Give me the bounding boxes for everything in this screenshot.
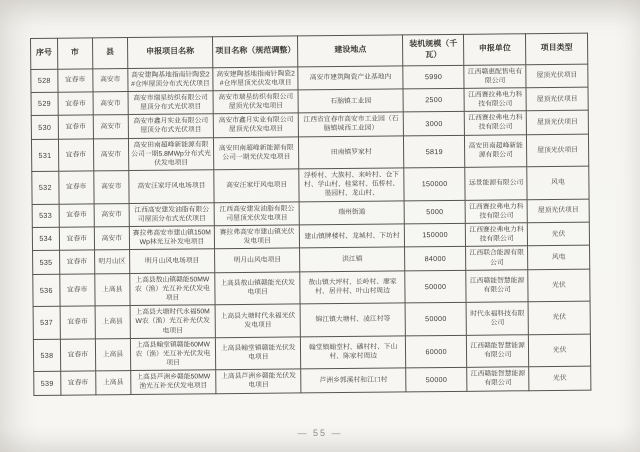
- table-cell: 上高县: [95, 338, 130, 371]
- table-cell: 瑞州街道: [299, 201, 404, 225]
- table-cell: 高安市: [93, 115, 128, 139]
- table-cell: 宜春市: [59, 250, 94, 274]
- table-cell: 明月山风电项目: [215, 248, 300, 272]
- table-row: [31, 134, 588, 172]
- table-cell: 150000: [404, 223, 465, 247]
- table-cell: 芦洲乡郭溪村和江口村: [301, 368, 406, 392]
- table-cell: 浮桥村、大族村、来岭村、仓下村、学山村、桂棠村、伍桥村、墨园村、龙山村、: [299, 168, 404, 202]
- table-cell: 532: [32, 171, 59, 204]
- table-cell: 528: [31, 69, 58, 93]
- table-row: [32, 166, 589, 204]
- table-cell: 宜春市: [60, 274, 95, 307]
- table-row: [33, 269, 590, 307]
- table-cell: 上高县大塘时代永福50MW农（渔）光互补光伏发电项目: [130, 305, 216, 338]
- table-cell: 江西赛拉弗电力科技有限公司: [466, 223, 528, 247]
- table-cell: 宜春市: [59, 227, 94, 251]
- table-cell: 洪江镇: [300, 247, 405, 271]
- table-cell: 上高县芦洲乡赣能50MW渔光互补光伏发电项目: [131, 370, 216, 394]
- table-cell: 高安田南超峰新能源有限公司一期光伏发电项目: [214, 137, 300, 170]
- table-cell: 60000: [405, 335, 467, 368]
- table-cell: 上高县: [95, 273, 130, 306]
- table-cell: 539: [34, 371, 61, 395]
- table-cell: 536: [33, 274, 60, 307]
- table-cell: 50000: [406, 368, 467, 392]
- table-cell: 江西省宜春市高安市工业园（石脑镇城西工业园）: [299, 112, 404, 136]
- table-cell: 光伏: [528, 301, 590, 334]
- table-cell: 明月山风电场项目: [129, 249, 214, 273]
- table-cell: 田南镇罗家村: [299, 136, 404, 170]
- table-cell: 时代永福科技有限公司: [466, 302, 528, 335]
- table-cell: 上高县敖山镇赣能光伏发电项目: [215, 272, 301, 305]
- table-cell: 上高县翰堂镇赣能光伏发电项目: [215, 337, 301, 370]
- table-cell: 风电: [527, 166, 589, 199]
- table-cell: 屋顶光伏项目: [526, 110, 588, 134]
- table-cell: 江西赛拉弗电力科技有限公司: [464, 88, 526, 112]
- table-cell: 江西联合能源有限公司: [466, 246, 528, 270]
- document-table-wrapper: [30, 33, 591, 396]
- table-cell: 5990: [403, 65, 464, 89]
- table-cell: 江西赣能智慧能源有限公司: [467, 334, 529, 367]
- table-cell: 宜春市: [58, 92, 93, 116]
- table-row: [34, 366, 591, 395]
- table-cell: 5000: [404, 200, 465, 224]
- table-cell: 石脑镇工业园: [298, 89, 403, 113]
- table-cell: 533: [32, 204, 59, 228]
- table-cell: 赛拉弗高安市建山镇光伏发电项目: [214, 225, 299, 249]
- table-cell: 高安市: [93, 68, 128, 92]
- table-cell: 明月山区: [94, 250, 129, 274]
- table-cell: 上高县大塘时代永福光伏发电项目: [215, 304, 301, 337]
- table-cell: 光伏: [528, 334, 590, 367]
- table-cell: 50000: [405, 303, 467, 336]
- table-cell: 高安市瑞星纺织有限公司屋顶分布式光伏项目: [128, 91, 213, 115]
- column-header: 装机规模（千瓦）: [403, 34, 465, 65]
- table-cell: 江西高安建发油脂有限公司屋顶光伏发电项目: [214, 202, 299, 226]
- table-cell: 535: [33, 251, 60, 275]
- page-number: — 55 —: [297, 428, 343, 438]
- table-cell: 537: [33, 306, 60, 339]
- table-cell: 高安田南超峰新能源有限公司一期5.8MWp分布式光伏发电项目: [128, 137, 214, 170]
- table-cell: 高安汪家圩风电项目: [214, 169, 300, 202]
- table-cell: 光伏: [527, 222, 589, 246]
- table-cell: 屋顶光伏项目: [526, 87, 588, 111]
- table-cell: 高安建陶基地指南针陶瓷2#仓库屋顶分布式光伏项目: [128, 67, 213, 91]
- table-cell: 高安建陶基地指南针陶瓷2#仓库屋顶光伏发电项目: [213, 67, 298, 91]
- table-cell: 江西赛拉弗电力科技有限公司: [465, 199, 527, 223]
- table-cell: 江西赛拉弗电力科技有限公司: [465, 111, 527, 135]
- table-cell: 高安市: [93, 92, 128, 116]
- column-header: 市: [57, 38, 92, 69]
- column-header: 建设地点: [298, 35, 403, 67]
- table-cell: 538: [33, 339, 60, 372]
- table-cell: 高安市: [94, 227, 129, 251]
- table-cell: 高安市建筑陶瓷产业基地内: [298, 66, 403, 90]
- column-header: 申报单位: [464, 34, 526, 65]
- table-cell: 上高县芦洲乡赣能光伏发电项目: [216, 369, 301, 393]
- table-cell: 高安市: [94, 203, 129, 227]
- column-header: 项目名称（规范调整）: [213, 36, 299, 67]
- table-cell: 宜春市: [59, 204, 94, 228]
- table-cell: 江西高安建发油脂有限公司屋顶分布式光伏项目: [129, 202, 214, 226]
- project-list-table: [30, 33, 591, 396]
- table-cell: 530: [31, 116, 58, 140]
- table-cell: 高安市鑫月实业有限公司屋顶光伏发电项目: [213, 113, 298, 137]
- column-header: 项目类型: [526, 33, 588, 64]
- table-cell: 翰堂镇翰堂村、磻村村、下山村、陈家村周边: [301, 336, 406, 370]
- table-cell: 江西赣能智慧能源有限公司: [467, 367, 529, 391]
- table-cell: 531: [31, 139, 58, 172]
- table-cell: 锦江镇大塘村、凌江村等: [300, 303, 405, 337]
- table-cell: 宜春市: [60, 371, 95, 395]
- table-cell: 50000: [405, 270, 467, 303]
- table-cell: 风电: [528, 245, 590, 269]
- table-cell: 光伏: [528, 269, 590, 302]
- table-cell: 宜春市: [60, 306, 95, 339]
- table-cell: 宜春市: [58, 115, 93, 139]
- table-cell: 上高县: [96, 371, 131, 395]
- table-cell: 高安田南超峰新能源有限公司: [465, 134, 527, 167]
- table-cell: 江西赣惠配售电有限公司: [464, 64, 526, 88]
- table-cell: 上高县: [95, 306, 130, 339]
- table-cell: 84000: [405, 247, 466, 271]
- table-cell: 上高县翰堂镇赣能60MW农（渔）光互补光伏发电项目: [130, 337, 216, 370]
- table-body: [31, 64, 591, 395]
- table-row: [33, 334, 590, 372]
- table-cell: 宜春市: [58, 139, 93, 172]
- table-cell: 赛拉弗高安市建山镇150MWp林光互补发电项目: [129, 226, 214, 250]
- column-header: 序号: [31, 38, 58, 69]
- table-cell: 屋顶光伏项目: [526, 64, 588, 88]
- table-row: [33, 301, 590, 339]
- table-cell: 高安市: [93, 138, 128, 171]
- table-cell: 江西赣能智慧能源有限公司: [466, 269, 528, 302]
- table-cell: 宜春市: [58, 68, 93, 92]
- table-cell: 光伏: [529, 366, 591, 390]
- table-cell: 高安汪家圩风电场项目: [129, 170, 215, 203]
- column-header: 县: [92, 38, 127, 69]
- table-cell: 远景能源有限公司: [465, 167, 527, 200]
- table-cell: 529: [31, 92, 58, 116]
- table-cell: 建山镇牌楼村、龙城村、下坊村: [300, 224, 405, 248]
- table-cell: 上高县敖山镇赣能50MW农（渔）光互补光伏发电项目: [130, 272, 216, 305]
- table-cell: 屋顶光伏项目: [527, 134, 589, 167]
- table-cell: 150000: [404, 167, 466, 200]
- table-cell: 宜春市: [59, 171, 94, 204]
- column-header: 申报项目名称: [127, 37, 213, 68]
- table-cell: 敖山镇大坪村、长岭村、廖家村、居井村、叶山村周边: [300, 271, 405, 305]
- table-cell: 宜春市: [60, 339, 95, 372]
- table-cell: 534: [32, 227, 59, 251]
- table-cell: 3000: [403, 112, 464, 136]
- table-cell: 屋顶光伏项目: [527, 199, 589, 223]
- table-cell: 5819: [403, 135, 465, 168]
- table-cell: 高安市: [94, 171, 129, 204]
- table-cell: 2500: [403, 88, 464, 112]
- table-cell: 高安市瑞星纺织有限公司屋顶光伏发电项目: [213, 90, 298, 114]
- table-cell: 高安市鑫月实业有限公司屋顶分布式光伏项目: [128, 114, 213, 138]
